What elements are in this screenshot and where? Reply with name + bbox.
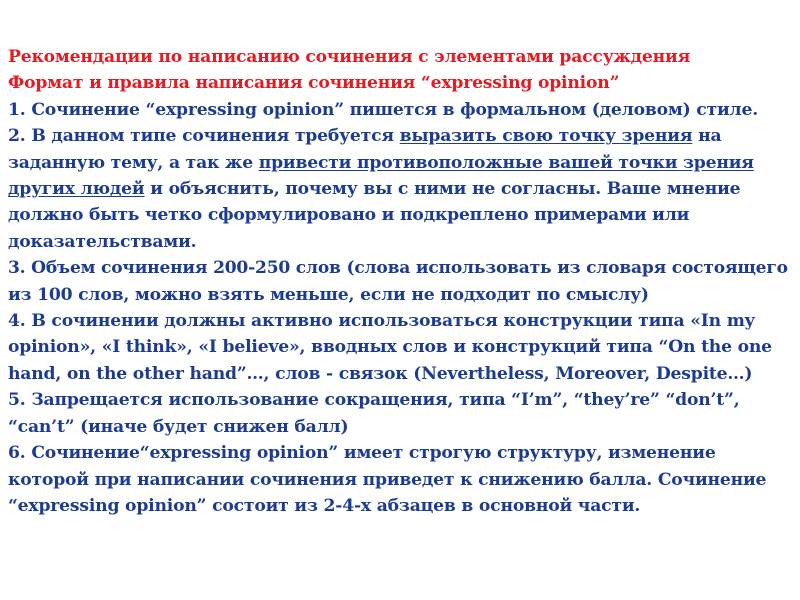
rule-6-line-2: которой при написании сочинения приведет к снижению балла. Сочинение: [8, 469, 767, 490]
rules-list: [8, 97, 788, 520]
rule-4-line-1: 4. В сочинении должны активно использоваться конструкции типа «In my: [8, 311, 755, 332]
rule-1: 1. Сочинение “expressing opinion” пишется в формальном (деловом) стиле.: [8, 99, 758, 120]
rule-2-line-4: должно быть четко сформулировано и подкреплено примерами или: [8, 205, 690, 226]
rule-2-text: на: [692, 126, 722, 147]
rule-6-line-3: “expressing opinion” состоит из 2-4-х абзацев в основной части.: [8, 495, 641, 516]
rule-4-line-2: opinion», «I think», «I believe», вводных слов и конструкций типа “On the one: [8, 337, 772, 358]
slide-title: [8, 44, 780, 97]
rule-2-underlined-opposing: привести противоположные вашей точки зрения: [258, 152, 754, 173]
rule-2-text: заданную тему, а так же: [8, 152, 259, 173]
rule-2-underlined-own-opinion: выразить свою точку зрения: [399, 126, 693, 147]
rule-2-line-1: [8, 123, 780, 149]
title-line-2: Формат и правила написания сочинения “expressing opinion”: [8, 73, 620, 94]
rule-2-underlined-others: других людей: [8, 179, 145, 200]
rule-2-text: и объяснить, почему вы с ними не согласны. Ваше мнение: [144, 179, 741, 200]
rule-3-line-2: из 100 слов, можно взять меньше, если не подходит по смыслу): [8, 284, 649, 305]
rule-2-text: 2. В данном типе сочинения требуется: [8, 126, 400, 147]
rule-2-line-3: [8, 176, 780, 202]
rule-5-line-2: “can’t” (иначе будет снижен балл): [8, 416, 349, 437]
rule-6-line-1: 6. Сочинение“expressing opinion” имеет строгую структуру, изменение: [8, 443, 716, 464]
rule-2-line-2: [8, 150, 780, 176]
rule-5-line-1: 5. Запрещается использование сокращения, типа “I’m”, “they’re” “don’t”,: [8, 390, 740, 411]
title-line-1: Рекомендации по написанию сочинения с элементами рассуждения: [8, 47, 691, 67]
rule-3-line-1: 3. Объем сочинения 200-250 слов (слова использовать из словаря состоящего: [8, 258, 788, 279]
rule-4-line-3: hand, on the other hand”…, слов - связок (Nevertheless, Moreover, Despite…): [8, 363, 753, 384]
rule-2-line-5: доказательствами.: [8, 231, 197, 252]
